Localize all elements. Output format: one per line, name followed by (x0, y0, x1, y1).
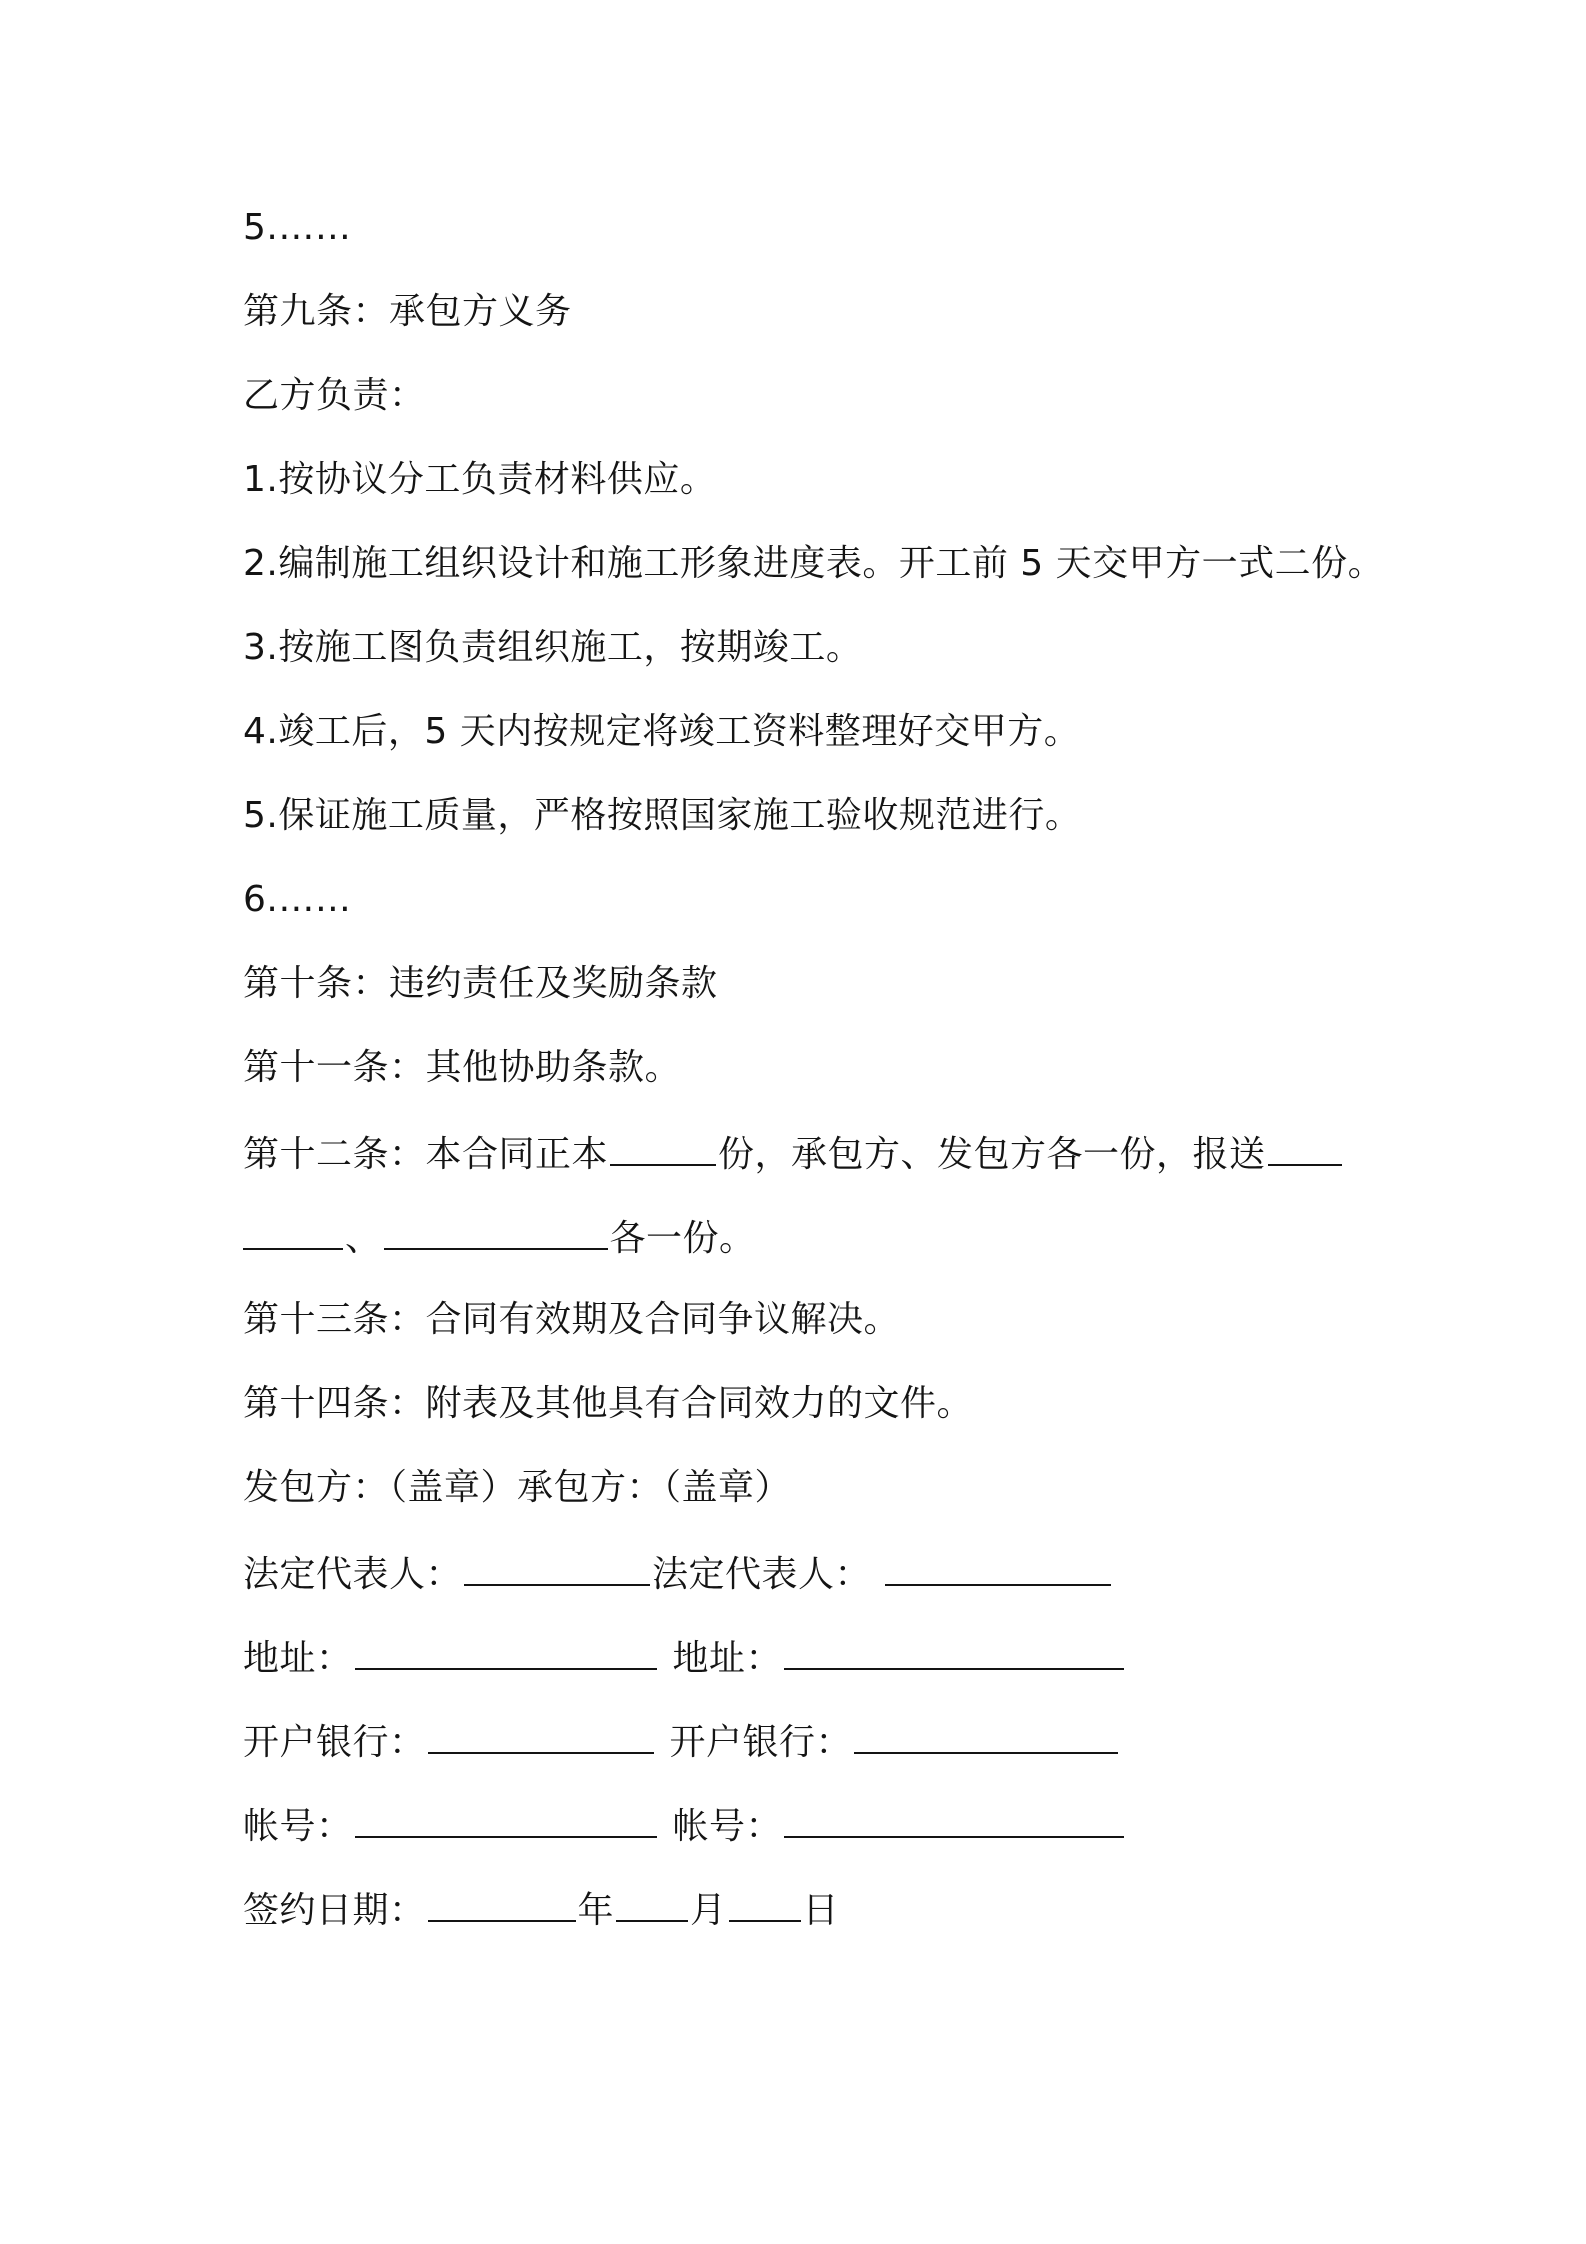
employer-representative-blank[interactable] (464, 1550, 650, 1586)
contractor-account-blank[interactable] (784, 1802, 1124, 1838)
year-blank[interactable] (428, 1886, 576, 1922)
contractor-bank-blank[interactable] (854, 1718, 1118, 1754)
bank-row (243, 1718, 1120, 1765)
contractor-bank-label: 开户银行： (669, 1722, 853, 1763)
signing-date-row (243, 1886, 839, 1933)
signing-date-label: 签约日期： (243, 1890, 426, 1931)
recipient-blank-2[interactable] (384, 1214, 608, 1250)
employer-account-label: 帐号： (243, 1806, 353, 1847)
employer-bank-blank[interactable] (428, 1718, 654, 1754)
employer-representative-label: 法定代表人： (243, 1554, 463, 1595)
article-12-text-b: 份，承包方、发包方各一份，报送 (718, 1134, 1266, 1175)
duty-item-2: 2.编制施工组织设计和施工形象进度表。开工前 5 天交甲方一式二份。 (243, 543, 1385, 584)
contractor-representative-label: 法定代表人： (652, 1554, 872, 1595)
party-b-responsibilities-label: 乙方负责： (243, 375, 426, 416)
duty-item-6-ellipsis: 6.…… (243, 879, 352, 920)
employer-bank-label: 开户银行： (243, 1722, 426, 1763)
article-14-heading: 第十四条：附表及其他具有合同效力的文件。 (243, 1383, 974, 1424)
address-row (243, 1634, 1126, 1681)
article-11-heading: 第十一条：其他协助条款。 (243, 1047, 682, 1088)
legal-representative-row (243, 1550, 1113, 1597)
copies-count-blank[interactable] (610, 1130, 716, 1166)
recipient-blank-1a[interactable] (1268, 1130, 1342, 1166)
year-label: 年 (577, 1890, 615, 1931)
seal-line: 发包方：（盖章）承包方：（盖章） (243, 1467, 792, 1508)
article-9-heading: 第九条：承包方义务 (243, 291, 572, 332)
article-12-separator: 、 (345, 1218, 382, 1259)
duty-item-5: 5.保证施工质量，严格按照国家施工验收规范进行。 (243, 795, 1082, 836)
contractor-representative-blank[interactable] (885, 1550, 1111, 1586)
article-12-text-c: 各一份。 (609, 1218, 756, 1259)
contractor-address-blank[interactable] (784, 1634, 1124, 1670)
employer-address-blank[interactable] (355, 1634, 657, 1670)
contractor-address-label: 地址： (672, 1638, 783, 1679)
employer-account-blank[interactable] (355, 1802, 657, 1838)
duty-item-4: 4.竣工后，5 天内按规定将竣工资料整理好交甲方。 (243, 711, 1081, 752)
month-label: 月 (690, 1890, 727, 1931)
duty-item-1: 1.按协议分工负责材料供应。 (243, 459, 717, 500)
item-5-ellipsis: 5.…… (243, 207, 352, 248)
article-12-line-1 (243, 1130, 1344, 1177)
recipient-blank-1b[interactable] (243, 1214, 343, 1250)
article-12-text-a: 第十二条：本合同正本 (243, 1134, 609, 1175)
day-label: 日 (802, 1890, 840, 1931)
duty-item-3: 3.按施工图负责组织施工，按期竣工。 (243, 627, 863, 668)
article-13-heading: 第十三条：合同有效期及合同争议解决。 (243, 1299, 901, 1340)
article-12-line-2 (243, 1214, 756, 1261)
employer-address-label: 地址： (243, 1638, 353, 1679)
contractor-account-label: 帐号： (672, 1806, 783, 1847)
article-10-heading: 第十条：违约责任及奖励条款 (243, 963, 718, 1004)
account-row (243, 1802, 1126, 1849)
day-blank[interactable] (729, 1886, 801, 1922)
month-blank[interactable] (616, 1886, 688, 1922)
